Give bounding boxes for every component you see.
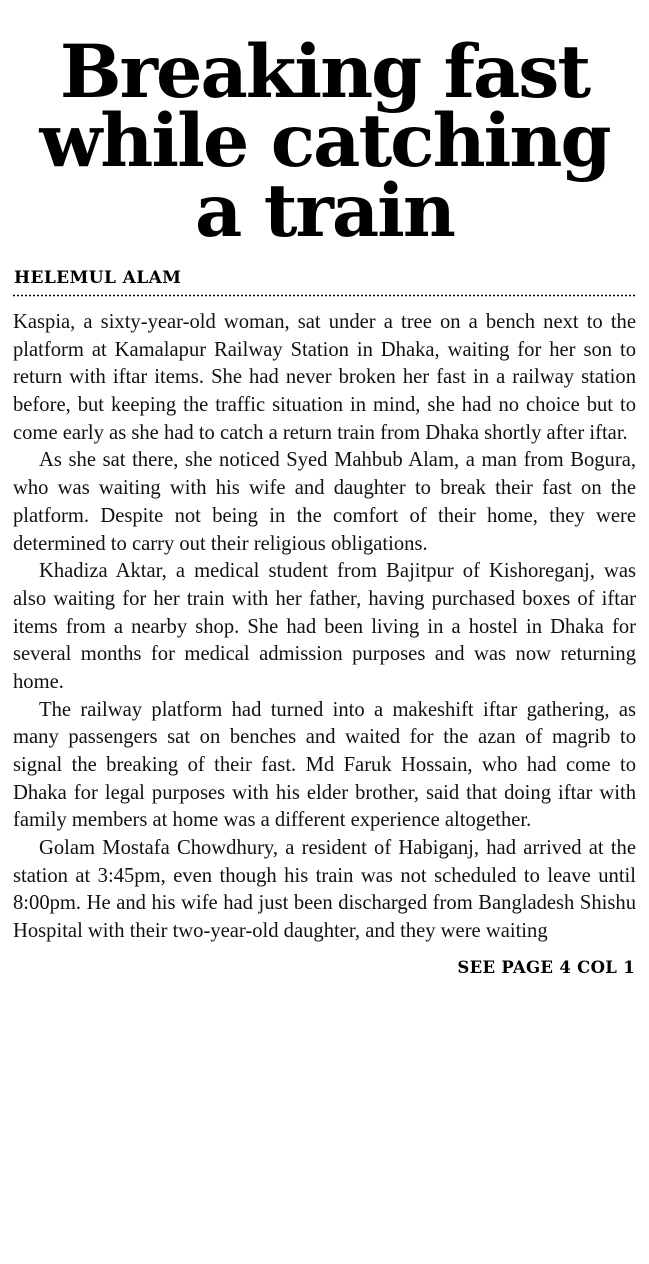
headline-line-1: Breaking fast (59, 29, 590, 115)
article-paragraph: Kaspia, a sixty-year-old woman, sat under a tree on a bench next to the platform at Kamalapur Railway Station in Dhaka, waiting for her son to return with iftar items. She had never broken her fast in a railway station before, but keeping the traffic situation in mind, she had no choice but to come early as she had to catch a return train from Dhaka shortly after iftar. (13, 311, 636, 444)
article-paragraph: Golam Mostafa Chowdhury, a resident of Habiganj, had arrived at the station at 3:45pm, even though his train was not scheduled to leave until 8:00pm. He and his wife had just been discharged from Bangladesh Shishu Hospital with their two-year-old daughter, and they were waiting (13, 837, 636, 943)
dotted-divider (12, 294, 637, 297)
page-title (12, 29, 637, 254)
headline-line-3: a train (194, 167, 454, 254)
article-paragraph: Khadiza Aktar, a medical student from Bajitpur of Kishoreganj, was also waiting for her train with her father, having purchased boxes of iftar items from a nearby shop. She had been living in a hostel in Dhaka for several months for medical admission purposes and was now returning home. (13, 560, 636, 693)
article-paragraph: The railway platform had turned into a makeshift iftar gathering, as many passengers sat on benches and waited for the azan of magrib to signal the breaking of their fast. Md Faruk Hossain, who had come to Dhaka for legal purposes with his elder brother, said that doing iftar with family members at home was a different experience altogether. (13, 698, 636, 832)
headline-line-2: while catching (39, 98, 610, 185)
byline: HELEMUL ALAM (14, 268, 182, 289)
continuation-note: SEE PAGE 4 COL 1 (457, 957, 635, 977)
article-paragraph: As she sat there, she noticed Syed Mahbub Alam, a man from Bogura, who was waiting with his wife and daughter to break their fast on the platform. Despite not being in the comfort of their home, they were determined to carry out their religious obligations. (13, 449, 636, 555)
article-body (13, 309, 636, 946)
